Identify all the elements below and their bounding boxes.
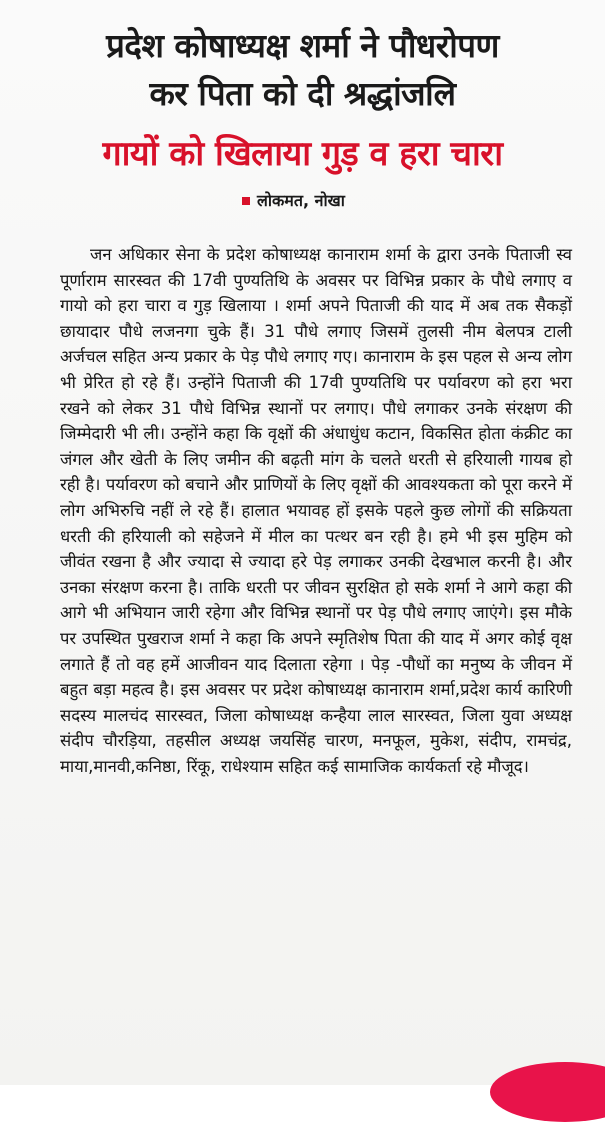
byline <box>242 190 345 212</box>
headline-line-1: प्रदेश कोषाध्यक्ष शर्मा ने पौधरोपण <box>106 26 499 65</box>
article-body <box>60 242 572 779</box>
headline <box>0 22 605 118</box>
square-bullet-icon <box>242 197 250 205</box>
byline-text: लोकमत, नोखा <box>257 191 345 210</box>
article-body-paragraph: जन अधिकार सेना के प्रदेश कोषाध्यक्ष कानाराम शर्मा के द्वारा उनके पिताजी स्व पूर्णाराम सारस्वत की 17वी पुण्यतिथि के अवसर पर विभिन्न प्रकार के पौधे लगाए व गायो को हरा चारा व गुड़ खिलाया । शर्मा अपने पिताजी की याद में अब तक सैकड़ों छायादार पौधे लजनगा चुके हैं। 31 पौधे लगाए जिसमें तुलसी नीम बेलपत्र टाली अर्जचल सहित अन्य प्रकार के पेड़ पौधे लगाए गए। कानाराम के इस पहल से अन्य लोग भी प्रेरित हो रहे हैं। उन्होंने पिताजी की 17वी पुण्यतिथि पर पर्यावरण को हरा भरा रखने को लेकर 31 पौधे विभिन्न स्थानों पर लगाए। पौधे लगाकर उनके संरक्षण की जिम्मेदारी भी ली। उन्होंने कहा कि वृक्षों की अंधाधुंध कटान, विकसित होता कंक्रीट का जंगल और खेती के लिए जमीन की बढ़ती मांग के चलते धरती से हरियाली गायब हो रही है। पर्यावरण को बचाने और प्राणियों के लिए वृक्षों की आवश्यकता को पूरा करने में लोग अभिरुचि नहीं ले रहे हैं। हालात भयावह हों इसके पहले कुछ लोगों की सक्रियता धरती की हरियाली को सहेजने में मील का पत्थर बन रही है। हमे भी इस मुहिम को जीवंत रखना है और ज्यादा से ज्यादा हरे पेड़ लगाकर उनकी देखभाल करनी है। और उनका संरक्षण करना है। ताकि धरती पर जीवन सुरक्षित हो सके शर्मा ने आगे कहा की आगे भी अभियान जारी रहेगा और विभिन्न स्थानों पर पेड़ पौधे लगाए जाएंगे। इस मौके पर उपस्थित पुखराज शर्मा ने कहा कि अपने स्मृतिशेष पिता की याद में अगर कोई वृक्ष लगाते हैं तो वह हमें आजीवन याद दिलाता रहेगा । पेड़ -पौधों का मनुष्य के जीवन में बहुत बड़ा महत्व है। इस अवसर पर प्रदेश कोषाध्यक्ष कानाराम शर्मा,प्रदेश कार्य कारिणी सदस्य मालचंद सारस्वत, जिला कोषाध्यक्ष कन्हैया लाल सारस्वत, जिला युवा अध्यक्ष संदीप चौरड़िया, तहसील अध्यक्ष जयसिंह चारण, मनफूल, मुकेश, संदीप, रामचंद्र, माया,मानवी,कनिष्ठा, रिंकू, राधेश्याम सहित कई सामाजिक कार्यकर्ता रहे मौजूद। <box>60 245 572 776</box>
corner-decoration <box>490 1062 605 1122</box>
headline-line-2: कर पिता को दी श्रद्धांजलि <box>149 74 456 113</box>
subheadline: गायों को खिलाया गुड़ व हरा चारा <box>102 134 503 174</box>
